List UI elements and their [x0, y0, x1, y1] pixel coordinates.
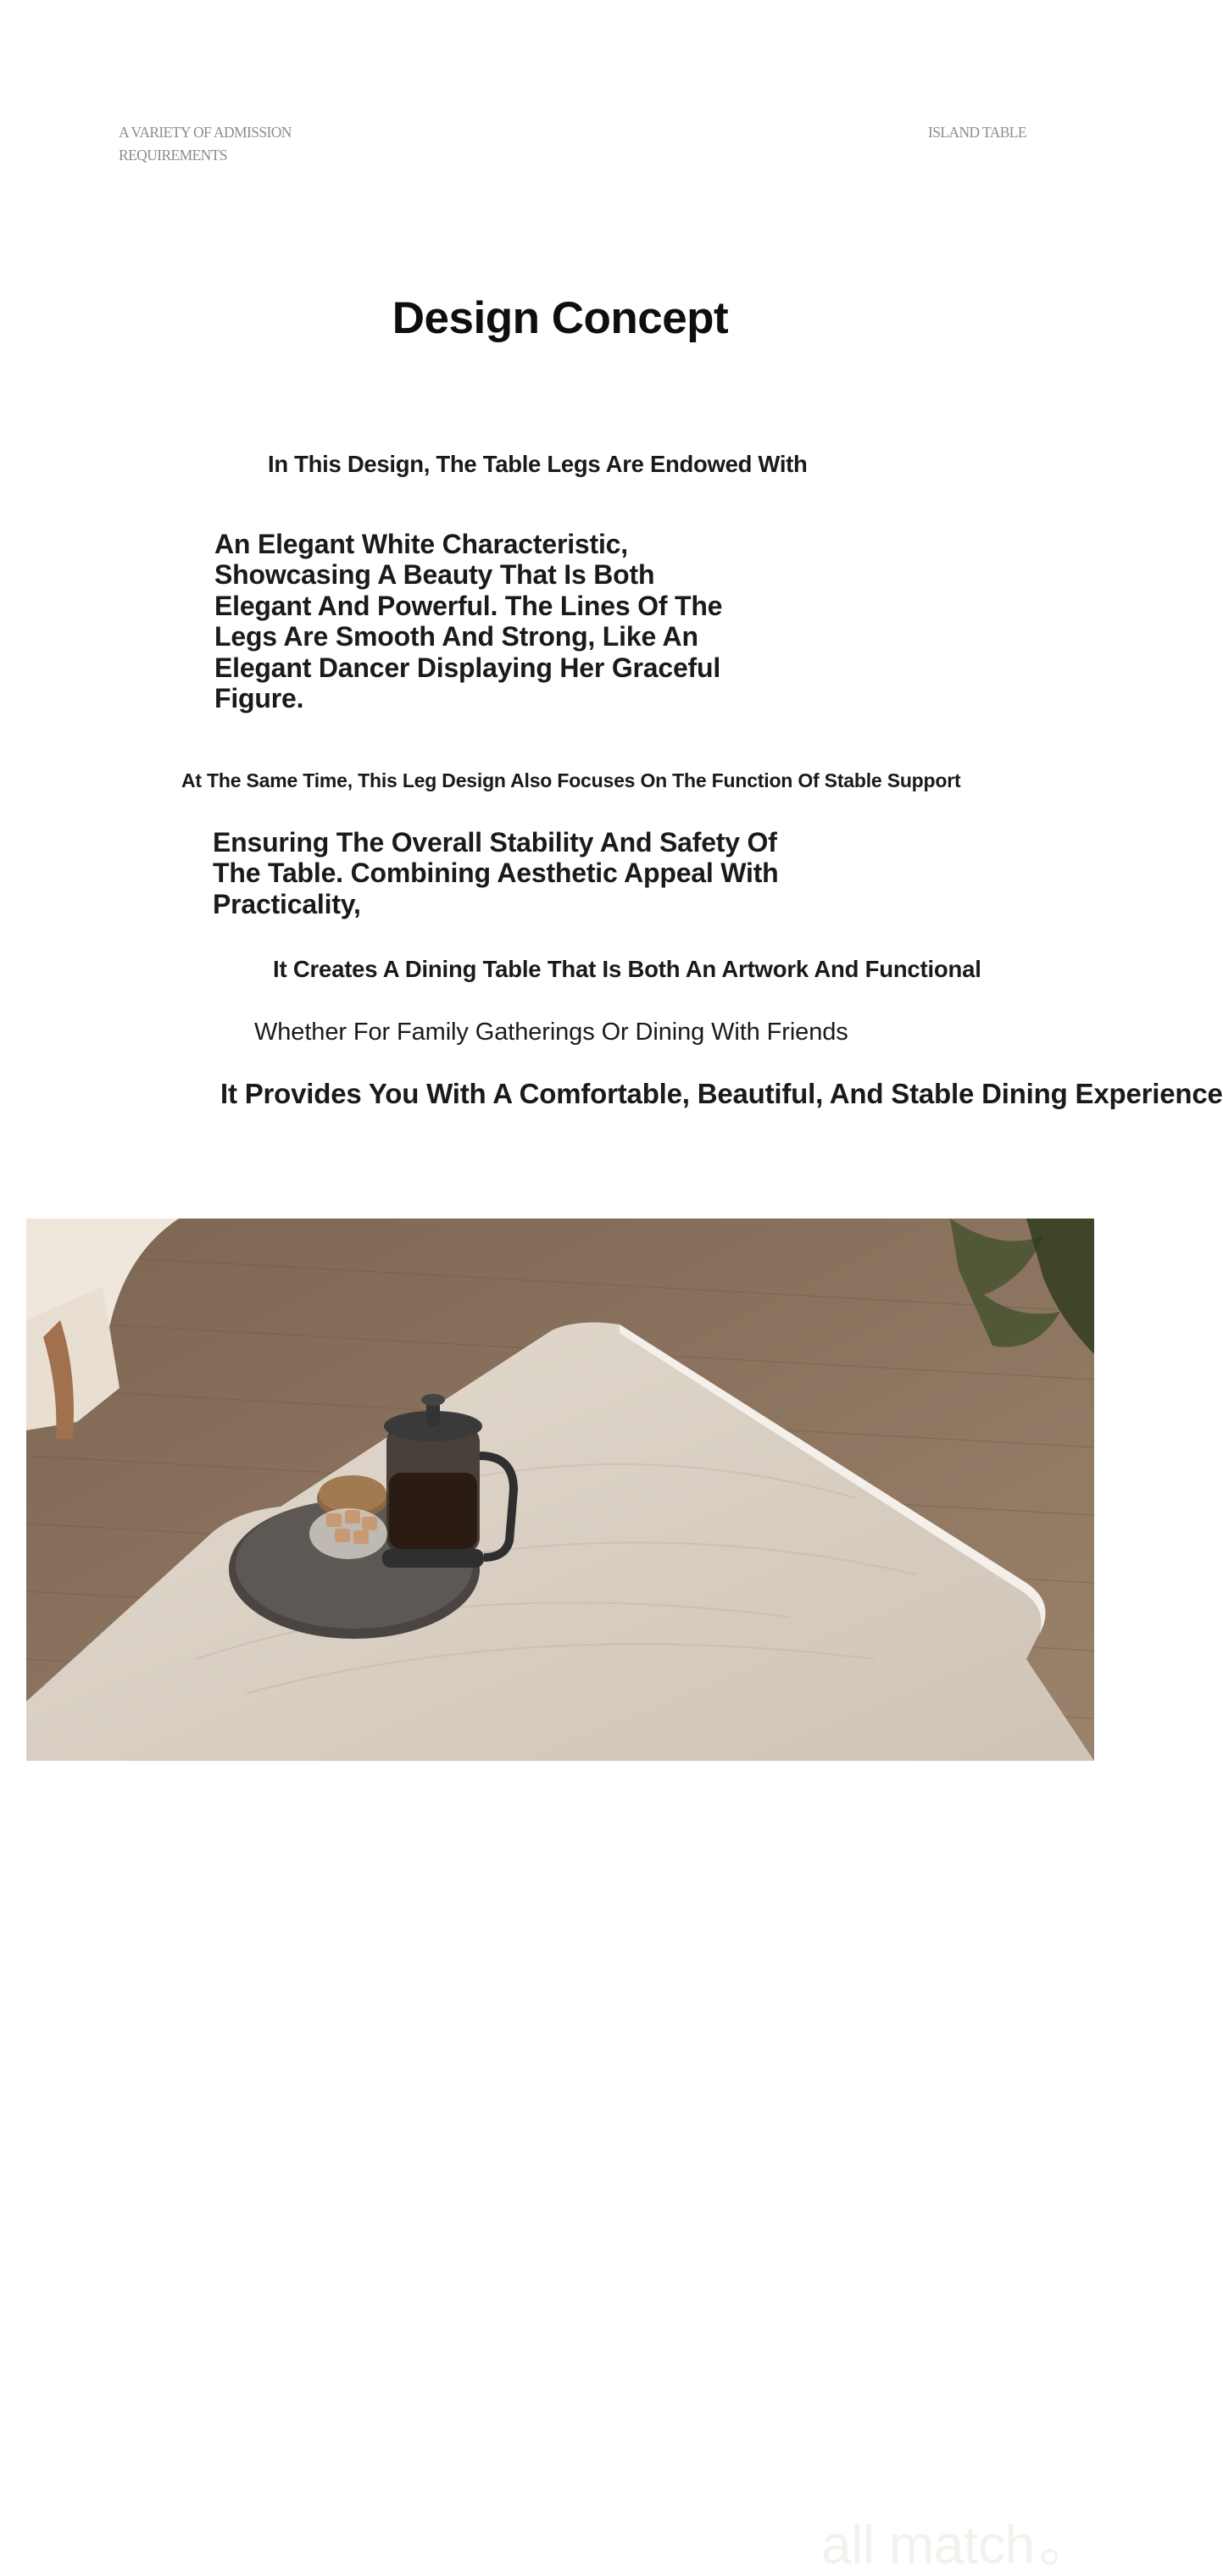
page-title: Design Concept — [392, 293, 729, 343]
gatherings-line: Whether For Family Gatherings Or Dining With Friends — [254, 1019, 848, 1046]
header-left-text: A VARIETY OF ADMISSION REQUIREMENTS — [119, 124, 292, 164]
brand-dot-icon — [1042, 2549, 1058, 2565]
paragraph-stability: Ensuring The Overall Stability And Safety Of The Table. Combining Aesthetic Appeal With Practicality, — [213, 827, 779, 919]
header-right-text: ISLAND TABLE — [927, 124, 1026, 141]
product-photo — [26, 1219, 1094, 2575]
paragraph-elegance: An Elegant White Characteristic, Showcasing A Beauty That Is Both Elegant And Powerful. The Lines Of The Legs Are Smooth And Strong, Like An Elegant Dancer Displaying Her Graceful Figure. — [214, 529, 723, 714]
brand-text: all match — [821, 2514, 1035, 2575]
artwork-line: It Creates A Dining Table That Is Both An Artwork And Functional — [273, 956, 981, 982]
experience-line: It Provides You With A Comfortable, Beautiful, And Stable Dining Experience — [220, 1078, 1223, 1109]
table-scene-illustration — [26, 1219, 1094, 1761]
brand-watermark — [821, 2513, 1058, 2576]
intro-line: In This Design, The Table Legs Are Endowed With — [268, 451, 808, 477]
support-line: At The Same Time, This Leg Design Also Focuses On The Function Of Stable Support — [181, 769, 961, 791]
